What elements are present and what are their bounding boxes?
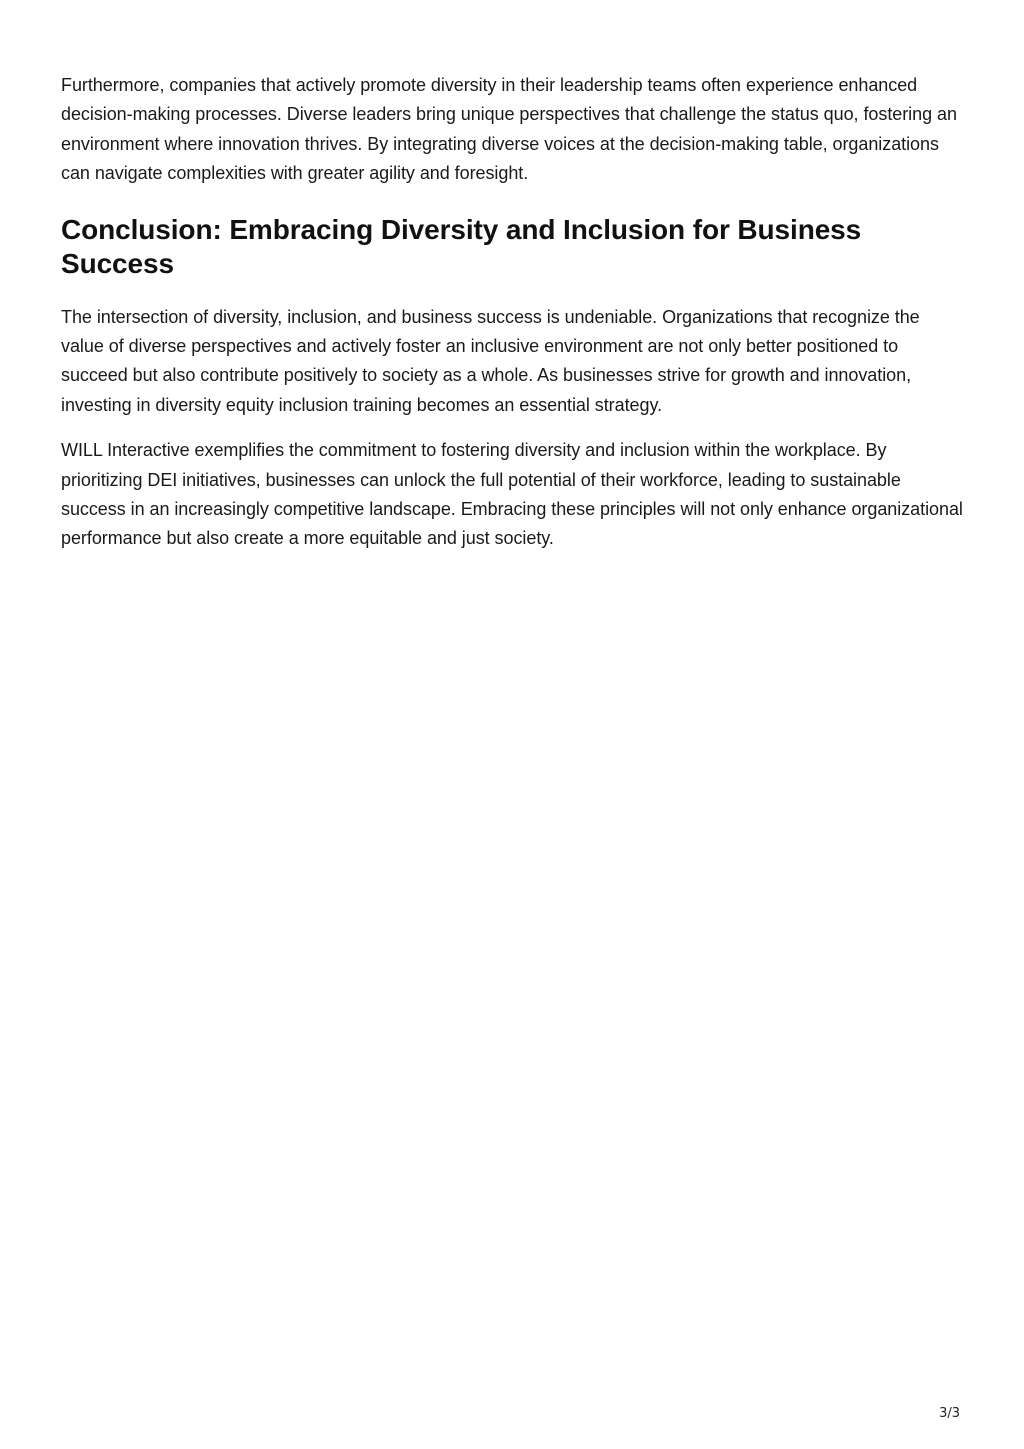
page-number: 3/3 (939, 1406, 960, 1421)
document-page (61, 71, 966, 570)
conclusion-heading: Conclusion: Embracing Diversity and Inclusion for Business Success (61, 213, 862, 279)
conclusion-paragraph-1: The intersection of diversity, inclusion, and business success is undeniable. Organizations that recognize the value of diverse perspectives and actively foster an inclusive environment are not only better positioned to succeed but also contribute positively to society as a whole. As businesses strive for growth and innovation, investing in diversity equity inclusion training becomes an essential strategy. (61, 306, 920, 415)
conclusion-paragraph-2: WILL Interactive exemplifies the commitment to fostering diversity and inclusion within the workplace. By prioritizing DEI initiatives, businesses can unlock the full potential of their workforce, leading to sustainable success in an increasingly competitive landscape. Embracing these principles will not only enhance organizational performance but also create a more equitable and just society. (61, 440, 963, 549)
intro-paragraph: Furthermore, companies that actively promote diversity in their leadership teams often experience enhanced decision-making processes. Diverse leaders bring unique perspectives that challenge the status quo, fostering an environment where innovation thrives. By integrating diverse voices at the decision-making table, organizations can navigate complexities with greater agility and foresight. (61, 75, 957, 184)
